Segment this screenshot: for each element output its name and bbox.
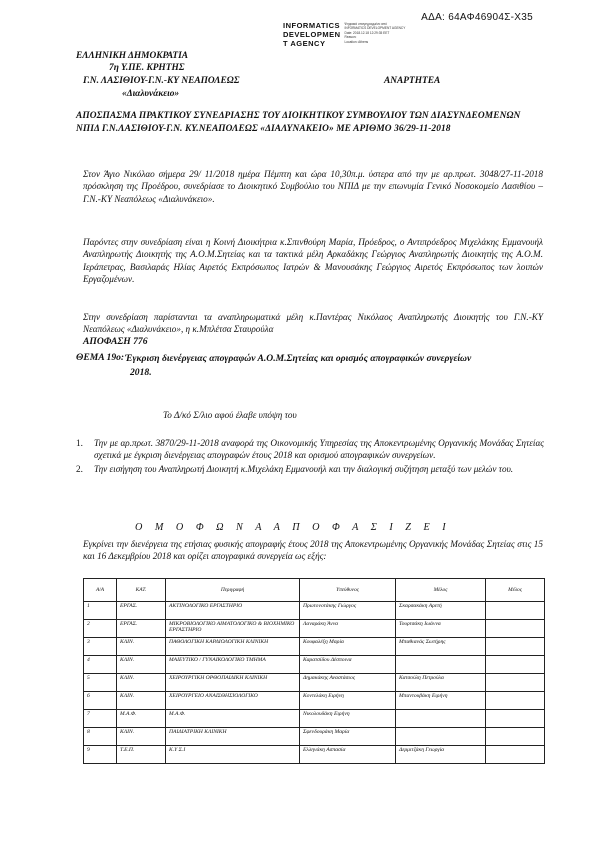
table-cell: Μ.Α.Φ. [166,710,300,728]
table-body [84,602,545,764]
table-header-row [84,579,545,602]
header-hospital: Γ.Ν. ΛΑΣΙΘΙΟΥ-Γ.Ν.-ΚΥ ΝΕΑΠΟΛΕΩΣ [83,76,240,86]
table-row [84,602,545,620]
table-cell: 7 [84,710,117,728]
table-cell: 1 [84,602,117,620]
digital-signature-stamp [283,21,405,48]
subject-label: ΘΕΜΑ 19ο: [76,352,125,363]
header-hospital-name: «Διαλυνάκειο» [122,89,180,99]
table-cell [396,710,486,728]
column-header: ΚΑΤ. [117,579,166,602]
table-cell [486,638,545,656]
table-row [84,746,545,764]
table-row [84,638,545,656]
table-cell: Μπαθιανάς Σωτήρης [396,638,486,656]
table-cell: 9 [84,746,117,764]
table-cell: ΚΛΙΝ. [117,656,166,674]
paragraph-substitutes: Στην συνεδρίαση παρίστανται τα αναπληρωματικά μέλη κ.Παντέρας Νικόλαος Αναπληρωτής Διοικητής του Γ.Ν.-ΚΥ Νεαπόλεως «Διαλυνάκειο», η κ.Μπλέτσα Σταυρούλα [83,312,543,335]
table-cell: ΠΑΘΟΛΟΓΙΚΗ ΚΑΡΔΙΟΛΟΓΙΚΗ ΚΛΙΝΙΚΗ [166,638,300,656]
column-header: Υπεύθυνος [300,579,396,602]
board-intro: Το Δ/κό Σ/λιο αφού έλαβε υπόψη του [163,410,297,420]
table-cell: ΕΡΓΑΣ. [117,620,166,638]
table-cell: ΜΙΚΡΟΒΙΟΛΟΓΙΚΟ ΑΙΜΑΤΟΛΟΓΙΚΟ & ΒΙΟΧΗΜΙΚΟ ΕΡΓΑΣΤΗΡΙΟ [166,620,300,638]
table-cell [396,656,486,674]
table-cell: Κοντελάκη Ειρήνη [300,692,396,710]
table-cell: ΚΛΙΝ. [117,692,166,710]
table-cell: Καρατσίδου Δέσποινα [300,656,396,674]
table-cell: ΧΕΙΡΟΥΡΓΕΙΟ ΑΝΑΙΣΘΗΣΙΟΛΟΓΙΚΟ [166,692,300,710]
ada-code: ΑΔΑ: 64ΑΦ46904Σ-Χ35 [421,12,533,23]
table-cell [486,746,545,764]
table-cell: Τουρτσάκη Ιωάννα [396,620,486,638]
decision-number: ΑΠΟΦΑΣΗ 776 [83,336,148,347]
table-cell: 5 [84,674,117,692]
table-row [84,728,545,746]
table-cell: Κ.Υ Σ.Ι [166,746,300,764]
list-item: 2. Την εισήγηση του Αναπληρωτή Διοικητή κ.Μιχελάκη Εμμανουήλ και την διαλογική συζήτηση μεταξύ των μελών του. [76,463,514,474]
table-cell: Δερμιτζάκη Γεωργία [396,746,486,764]
signature-org-name: INFORMATICS DEVELOPMEN T AGENCY [283,21,341,48]
table-cell: ΚΛΙΝ. [117,728,166,746]
decision-heading: Ο Μ Ο Φ Ω Ν Α Α Π Ο Φ Α Σ Ι Ζ Ε Ι [135,522,451,533]
header-health-region: 7η Υ.ΠΕ. ΚΡΗΤΗΣ [109,63,185,73]
table-cell: 3 [84,638,117,656]
table-cell: Κουφαλέξη Μαρία [300,638,396,656]
column-header: Α/Α [84,579,117,602]
approval-text: Εγκρίνει την διενέργεια της ετήσιας φυσικής απογραφής έτους 2018 της Αποκεντρωμένης Οργανικής Μονάδας Σητείας στις 15 και 16 Δεκεμβρίου 2018 και ορίζει απογραφικά συνεργεία ως εξής: [83,539,543,562]
table-cell [486,656,545,674]
table-row [84,674,545,692]
table-cell: 6 [84,692,117,710]
header-republic: ΕΛΛΗΝΙΚΗ ΔΗΜΟΚΡΑΤΙΑ [76,51,189,61]
table-cell: Σφενδουράκη Μαρία [300,728,396,746]
table-cell [396,728,486,746]
table-cell: 2 [84,620,117,638]
table-cell: ΑΚΤΙΝΟΛΟΓΙΚΟ ΕΡΓΑΣΤΗΡΙΟ [166,602,300,620]
paragraph-meeting: Στον Άγιο Νικόλαο σήμερα 29/ 11/2018 ημέρα Πέμπτη και ώρα 10,30π.μ. ύστερα από την με αρ.πρωτ. 3048/27-11-2018 πρόσκληση της Προέδρου, συνεδρίασε το Διοικητικό Συμβούλιο του ΝΠΙΔ με την επωνυμία Γενικό Νοσοκομείο Λασιθίου – Γ.Ν.-ΚΥ Νεαπόλεως «Διαλυνάκειο». [83,169,543,204]
table-cell: Πρωτονοτάκης Γιώργος [300,602,396,620]
table-cell: Ελληνάκη Ασπασία [300,746,396,764]
list-item: 1. Την με αρ.πρωτ. 3870/29-11-2018 αναφορά της Οικονομικής Υπηρεσίας της Αποκεντρωμένης Οργανικής Μονάδας Σητείας σχετικά με έγκριση διενέργειας απογραφών έτους 2018 και ορισμού απογραφικών συνεργείων. [76,438,544,461]
table-cell: Λαναράκη Άννα [300,620,396,638]
column-header: Μέλος [396,579,486,602]
inventory-teams-table [83,578,545,764]
table-cell: ΚΛΙΝ. [117,674,166,692]
signature-details: Ψηφιακά υπογεγραμμένο από INFORMATICS DEVELOPMENT AGENCY Date: 2018.12.18 12:29:35 EET Reason: Location: Athens [344,22,406,44]
table-cell: ΕΡΓΑΣ. [117,602,166,620]
table-cell: Μ.Α.Φ. [117,710,166,728]
table-row [84,692,545,710]
column-header: Περιγραφή [166,579,300,602]
table-cell: Μπαντουβάκη Ειρήνη [396,692,486,710]
subject-text: Έγκριση διενέργειας απογραφών Α.Ο.Μ.Σητείας και ορισμός απογραφικών συνεργείων 2018. [125,353,472,378]
table-cell [486,710,545,728]
table-row [84,656,545,674]
header-posting-label: ΑΝΑΡΤΗΤΕΑ [384,76,441,86]
table-cell: ΠΑΙΔΙΑΤΡΙΚΗ ΚΛΙΝΙΚΗ [166,728,300,746]
table-cell: Τ.Ε.Π. [117,746,166,764]
table-cell: ΚΛΙΝ. [117,638,166,656]
table-cell: ΧΕΙΡΟΥΡΓΙΚΗ ΟΡΘΟΠΑΙΔΙΚΗ ΚΛΙΝΙΚΗ [166,674,300,692]
table-cell: Δημακάκης Αναστάσιος [300,674,396,692]
table-cell: Σκαρσακάκη Αρετή [396,602,486,620]
table-cell: 8 [84,728,117,746]
considerations-list [76,437,544,476]
table-cell [486,728,545,746]
table-cell: Νικολουδάκη Ειρήνη [300,710,396,728]
table-cell [486,674,545,692]
column-header: Μέλος [486,579,545,602]
table-cell: 4 [84,656,117,674]
table-cell: ΜΑΙΕΥΤΙΚΟ / ΓΥΝΑΙΚΟΛΟΓΙΚΟ ΤΜΗΜΑ [166,656,300,674]
document-title: ΑΠΟΣΠΑΣΜΑ ΠΡΑΚΤΙΚΟΥ ΣΥΝΕΔΡΙΑΣΗΣ ΤΟΥ ΔΙΟΙΚΗΤΙΚΟΥ ΣΥΜΒΟΥΛΙΟΥ ΤΩΝ ΔΙΑΣΥΝΔΕΟΜΕΝΩΝ ΝΠΙΔ Γ.Ν.ΛΑΣΙΘΙΟΥ-Γ.Ν. ΚΥ.ΝΕΑΠΟΛΕΩΣ «ΔΙΑΛΥΝΑΚΕΙΟ» ΜΕ ΑΡΙΘΜΟ 36/29-11-2018 [76,111,521,134]
table-cell [486,620,545,638]
table-row [84,620,545,638]
table-cell [486,692,545,710]
paragraph-attendees: Παρόντες στην συνεδρίαση είναι η Κοινή Διοικήτρια κ.Σπινθούρη Μαρία, Πρόεδρος, ο Αντιπρόεδρος Μιχελάκης Εμμανουήλ Αναπληρωτής Διοικητής της Α.Ο.Μ.Σητείας και τα τακτικά μέλη Αρκαδάκης Γεώργιος Αναπληρωτής Διοικητής της Α.Ο.Μ. Ιεράπετρας, Βασιλαράς Ηλίας Αιρετός Εκπρόσωπος Ιατρών & Μανουσάκης Γεώργιος Αιρετός Εκπρόσωπος των λοιπών Εργαζομένων. [83,237,543,285]
table-cell: Κατσούλη Πετρούλα [396,674,486,692]
table-cell [486,602,545,620]
table-row [84,710,545,728]
